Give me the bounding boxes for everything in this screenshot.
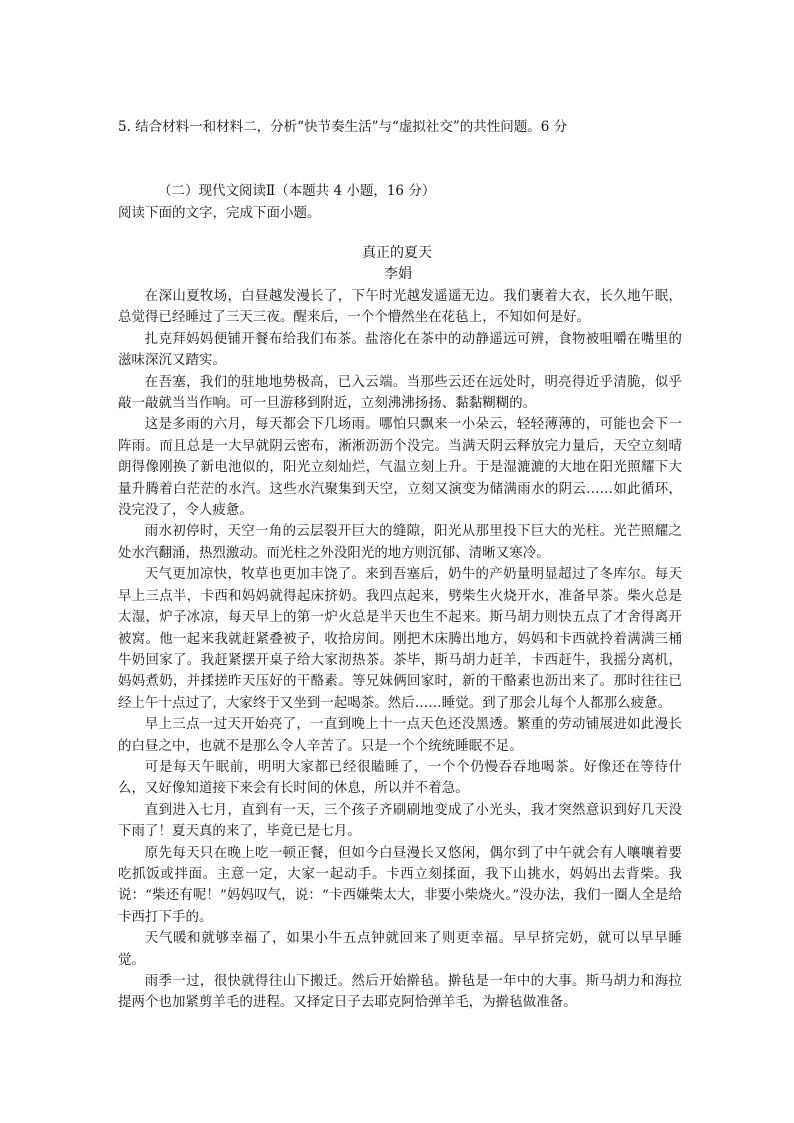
paragraph: 早上三点一过天开始亮了，一直到晚上十一点天色还没黑透。繁重的劳动铺展进如此漫长的白昼之中，也就不是那么令人辛苦了。只是一个个统统睡眠不足。 bbox=[118, 717, 682, 754]
reading-instruction: 阅读下面的文字，完成下面小题。 bbox=[118, 205, 321, 221]
section-heading: （二）现代文阅读Ⅱ（本题共 4 小题，16 分） bbox=[158, 183, 436, 199]
paragraph: 在深山夏牧场，白昼越发漫长了，下午时光越发遥遥无边。我们裹着大衣，长久地午眠，总觉得已经睡过了三天三夜。醒来后，一个个懵然坐在花毡上，不知如何是好。 bbox=[118, 289, 682, 326]
paragraph: 天气暖和就够幸福了，如果小牛五点钟就回来了则更幸福。早早挤完奶，就可以早早睡觉。 bbox=[118, 931, 682, 968]
paragraph: 直到进入七月，直到有一天，三个孩子齐刷刷地变成了小光头，我才突然意识到好几天没下雨了！夏天真的来了，毕竟已是七月。 bbox=[118, 802, 682, 840]
paragraph: 原先每天只在晚上吃一顿正餐，但如今白昼漫长又悠闲，偶尔到了中午就会有人嚷嚷着要吃抓饭或拌面。主意一定，大家一起动手。卡西立刻揉面，我下山挑水，妈妈出去背柴。我说：“柴还有呢！”妈妈叹气，说：“卡西嫌柴太大，非要小柴烧火。”没办法，我们一圈人全是给卡西打下手的。 bbox=[118, 845, 682, 925]
paragraph: 可是每天午眠前，明明大家都已经很瞌睡了，一个个仍慢吞吞地喝茶。好像还在等待什么，又好像知道接下来会有长时间的休息，所以并不着急。 bbox=[118, 759, 682, 797]
paragraph: 这是多雨的六月，每天都会下几场雨。哪怕只飘来一小朵云，轻轻薄薄的，可能也会下一阵雨。而且总是一大早就阴云密布，淅淅沥沥个没完。当满天阴云释放完力量后，天空立刻晴朗得像刚换了新电池似的，阳光立刻灿烂，气温立刻上升。于是湿漉漉的大地在阳光照耀下大量升腾着白茫茫的水汽。这些水汽聚集到天空，立刻又演变为储满雨水的阴云……如此循环，没完没了，令人疲惫。 bbox=[118, 417, 682, 519]
article-author: 李娟 bbox=[384, 266, 412, 282]
article-title: 真正的夏天 bbox=[362, 245, 432, 261]
paragraph: 雨水初停时，天空一角的云层裂开巨大的缝隙，阳光从那里投下巨大的光柱。光芒照耀之处水汽翻涌，热烈激动。而光柱之外没阳光的地方则沉郁、清晰又寒冷。 bbox=[118, 524, 682, 561]
paragraph: 在吾塞，我们的驻地地势极高，已入云端。当那些云还在远处时，明亮得近乎清脆，似乎敲一敲就当当作响。可一旦游移到附近，立刻沸沸扬扬、黏黏糊糊的。 bbox=[118, 374, 682, 412]
paragraph: 雨季一过，很快就得往山下搬迁。然后开始擀毡。擀毡是一年中的大事。斯马胡力和海拉提两个也加紧剪羊毛的进程。又择定日子去耶克阿恰弹羊毛，为擀毡做准备。 bbox=[118, 974, 682, 1011]
paragraph: 扎克拜妈妈便铺开餐布给我们布茶。盐溶化在茶中的动静遥远可辨，食物被咀嚼在嘴里的滋味深沉又踏实。 bbox=[118, 331, 682, 369]
question-5: 5. 结合材料一和材料二，分析“快节奏生活”与“虚拟社交”的共性问题。6 分 bbox=[118, 119, 568, 135]
article-body bbox=[118, 286, 682, 1014]
paragraph: 天气更加凉快，牧草也更加丰饶了。来到吾塞后，奶牛的产奶量明显超过了冬库尔。每天早上三点半，卡西和妈妈就得起床挤奶。我四点起来，劈柴生火烧开水，准备早茶。柴火总是太湿，炉子冰凉，每天早上的第一炉火总是半天也生不起来。斯马胡力则快五点了才舍得离开被窝。他一起来我就赶紧叠被子，收拾房间。刚把木床腾出地方，妈妈和卡西就拎着满满三桶牛奶回家了。我赶紧摆开桌子给大家沏热茶。茶毕，斯马胡力赶羊，卡西赶牛，我摇分离机，妈妈煮奶，并揉搓昨天压好的干酪素。等兄妹俩回家时，新的干酪素也沥出来了。那时往往已经上午十点过了，大家终于又坐到一起喝茶。然后……睡觉。到了那会儿每个人都那么疲惫。 bbox=[118, 567, 682, 711]
